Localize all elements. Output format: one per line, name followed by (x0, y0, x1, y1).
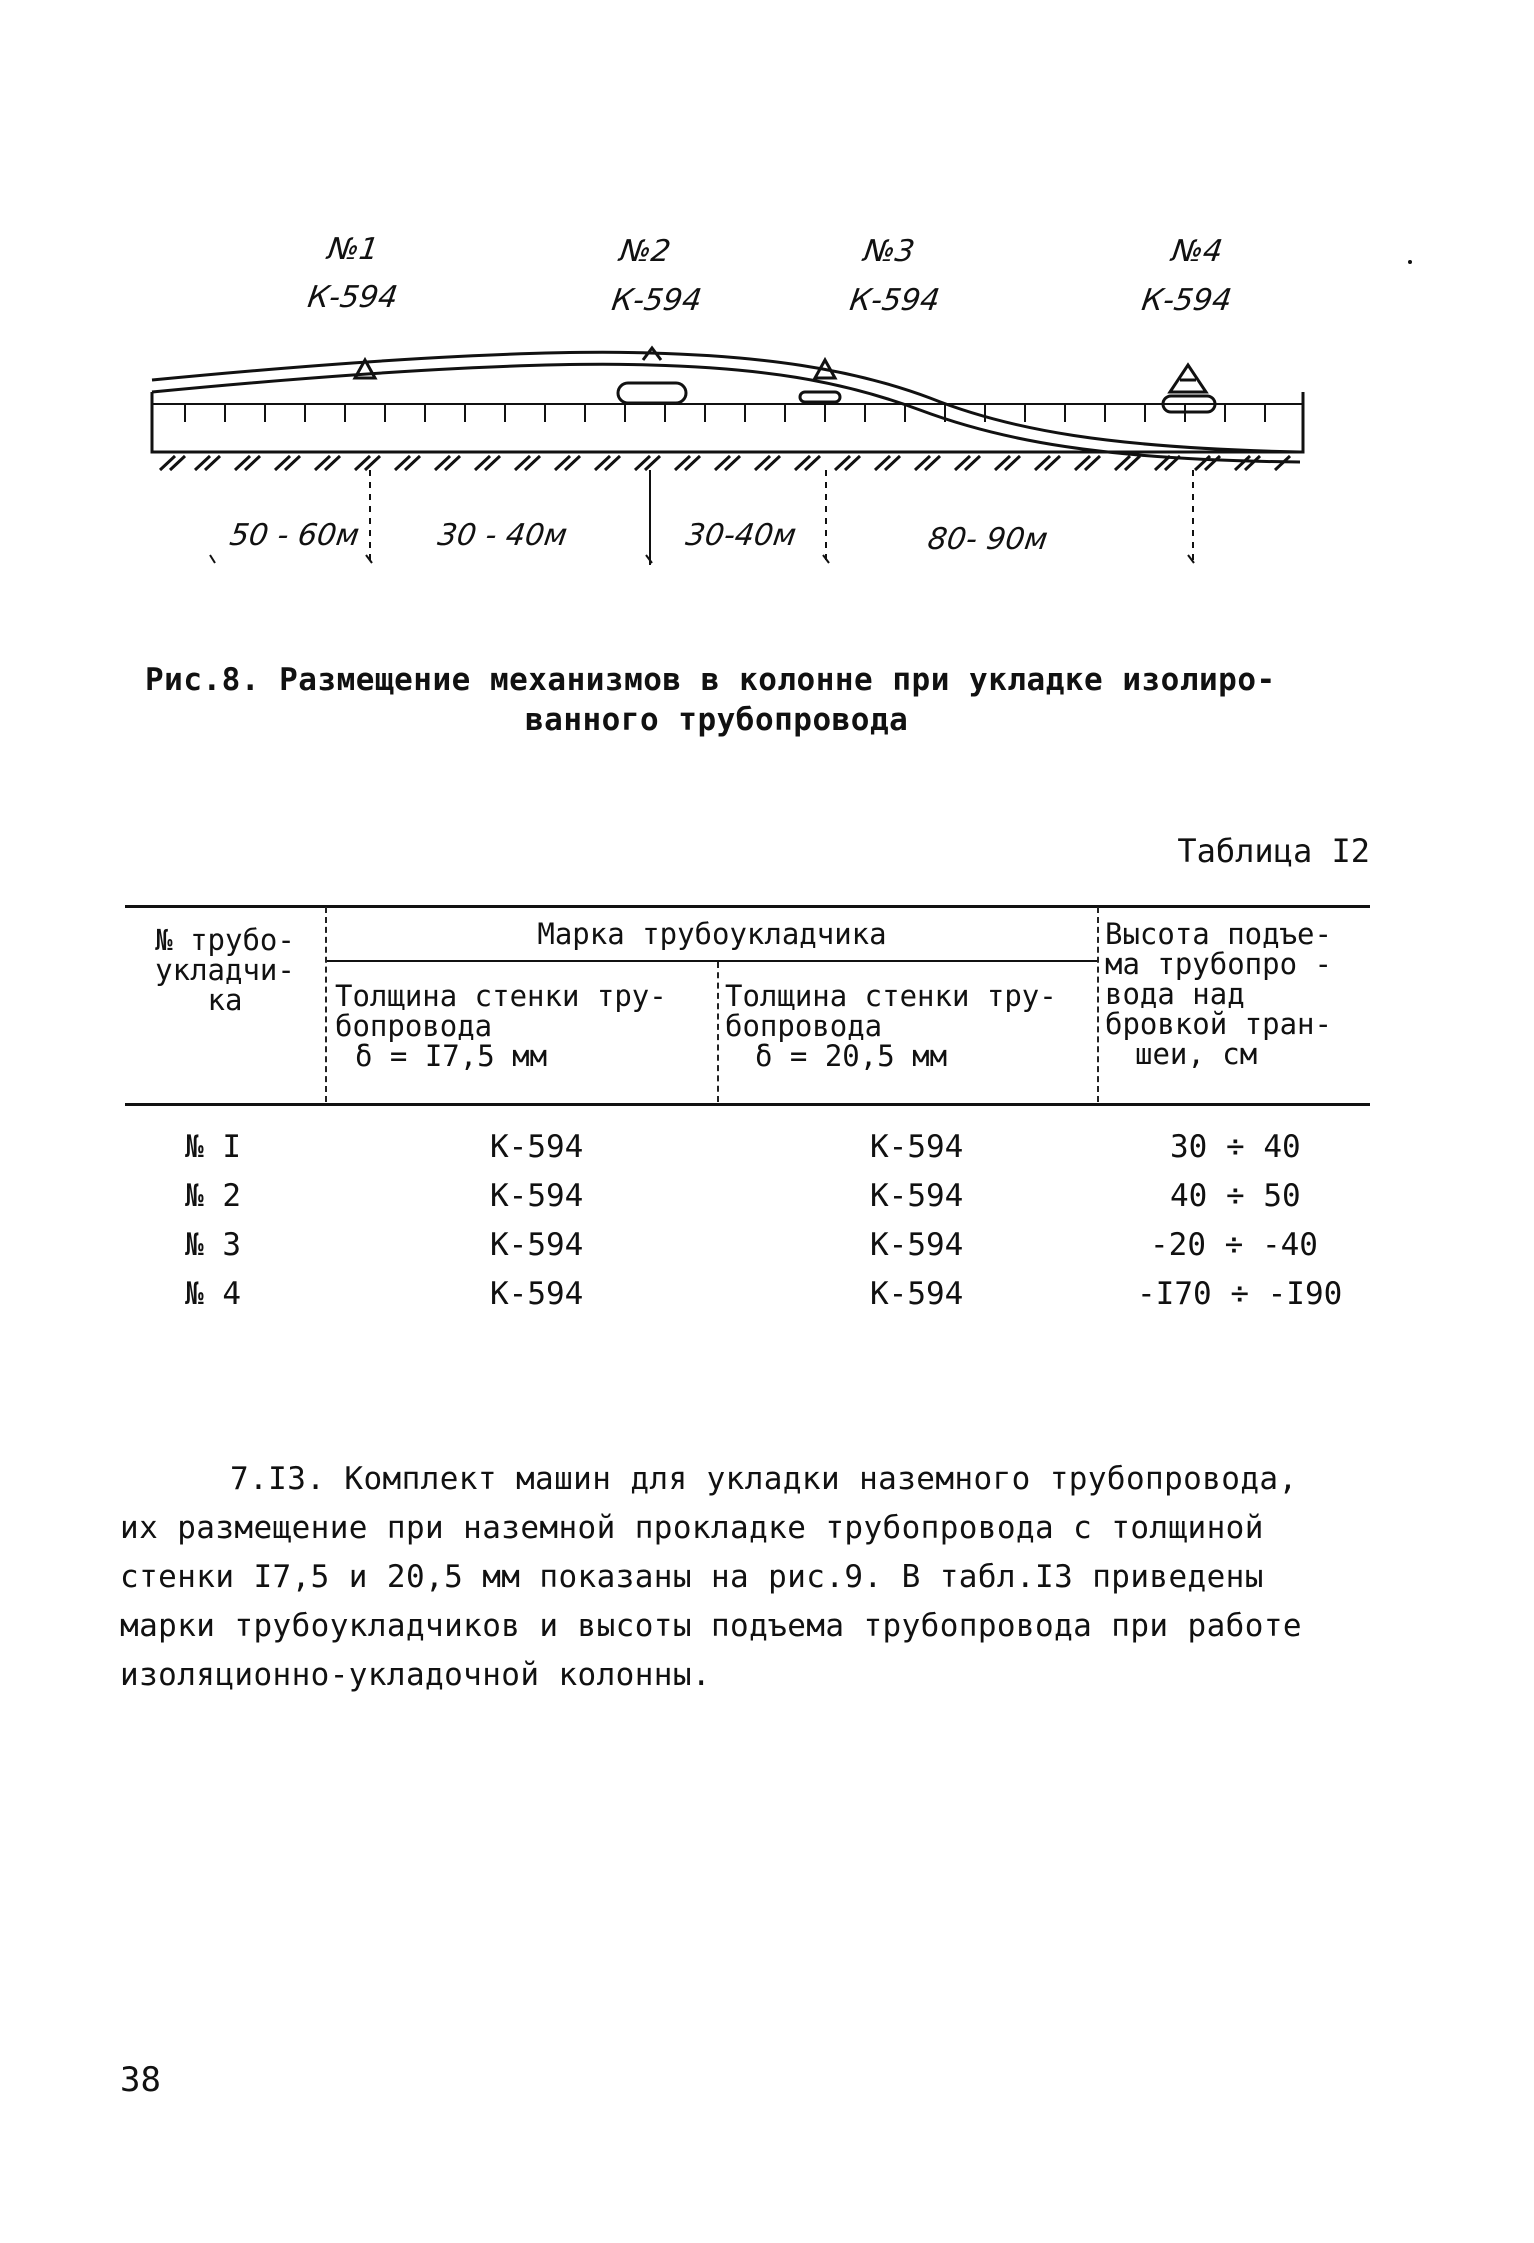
header-sub2-line-1: Толщина стенки тру- (725, 979, 1057, 1013)
page-number: 38 (120, 2060, 161, 2100)
pipelayer-table (125, 905, 1370, 1325)
header-brand-group: Марка трубоукладчика (537, 917, 887, 951)
paragraph-line-3: стенки I7,5 и 20,5 мм показаны на рис.9. В табл.I3 приведены (120, 1559, 1264, 1595)
row-2-brand-1: К-594 (490, 1178, 584, 1214)
distance-label-1: 50 - 60м (227, 518, 362, 553)
row-1-brand-2: К-594 (870, 1129, 964, 1165)
scan-dot (1408, 260, 1412, 264)
row-4-brand-2: К-594 (870, 1276, 964, 1312)
table-title: Таблица I2 (1177, 832, 1370, 870)
column-divider-2 (717, 962, 719, 1102)
section-paragraph-7-13 (120, 1455, 1380, 1700)
layer-number-3: №3 (861, 234, 917, 269)
paragraph-line-4: марки трубоукладчиков и высоты подъема трубопровода при работе (120, 1608, 1302, 1644)
distance-label-3: 30-40м (683, 518, 799, 553)
header-height-line-3: вода над (1105, 977, 1245, 1011)
header-height-line-4: бровкой тран- (1105, 1007, 1332, 1041)
paragraph-line-2: их размещение при наземной прокладке трубопровода с толщиной (120, 1510, 1264, 1546)
pipeline (152, 352, 1300, 462)
pipeline-column-figure (0, 0, 1534, 620)
header-height-line-5: шеи, см (1135, 1037, 1258, 1071)
layer-model-2: К-594 (609, 283, 704, 318)
row-3-brand-2: К-594 (870, 1227, 964, 1263)
row-4-brand-1: К-594 (490, 1276, 584, 1312)
row-2-height: 40 ÷ 50 (1170, 1178, 1301, 1214)
layer-number-2: №2 (617, 234, 673, 269)
row-1-height: 30 ÷ 40 (1170, 1129, 1301, 1165)
distance-label-2: 30 - 40м (435, 518, 570, 553)
header-bottom-rule (125, 1103, 1370, 1106)
header-height-line-2: ма трубопро - (1105, 947, 1332, 981)
figure-caption (145, 660, 1385, 740)
row-4-layer: № 4 (185, 1276, 241, 1312)
distance-label-4: 80- 90м (925, 522, 1050, 557)
group-header-rule (327, 960, 1097, 962)
header-sub1-line-3: δ = I7,5 мм (355, 1039, 548, 1073)
header-height-line-1: Высота подъе- (1105, 917, 1332, 951)
row-1-layer: № I (185, 1129, 241, 1165)
header-layer-line-1: № трубо- (155, 923, 295, 957)
table-top-rule (125, 905, 1370, 908)
layer-model-4: К-594 (1139, 283, 1234, 318)
row-4-height: -I70 ÷ -I90 (1137, 1276, 1343, 1312)
caption-line-2: ванного трубопровода (525, 702, 909, 738)
paragraph-line-1: 7.I3. Комплект машин для укладки наземного трубопровода, (230, 1461, 1298, 1497)
layer-number-4: №4 (1169, 234, 1225, 269)
header-layer-line-2: укладчи- (155, 953, 295, 987)
column-divider-3 (1097, 907, 1099, 1102)
pipelayer-marker-2 (618, 348, 686, 403)
layer-number-1: №1 (325, 232, 381, 267)
header-sub2-line-2: бопровода (725, 1009, 883, 1043)
layer-model-3: К-594 (847, 283, 942, 318)
layer-model-1: К-594 (305, 280, 400, 315)
ground-profile (152, 392, 1303, 470)
row-2-layer: № 2 (185, 1178, 241, 1214)
header-sub1-line-1: Толщина стенки тру- (335, 979, 667, 1013)
header-layer-line-3: ка (207, 983, 243, 1017)
caption-line-1: Рис.8. Размещение механизмов в колонне при укладке изолиро- (145, 662, 1276, 698)
row-3-brand-1: К-594 (490, 1227, 584, 1263)
row-3-layer: № 3 (185, 1227, 241, 1263)
row-3-height: -20 ÷ -40 (1150, 1227, 1318, 1263)
header-sub1-line-2: бопровода (335, 1009, 493, 1043)
header-sub2-line-3: δ = 20,5 мм (755, 1039, 948, 1073)
paragraph-line-5: изоляционно-укладочной колонны. (120, 1657, 711, 1693)
row-1-brand-1: К-594 (490, 1129, 584, 1165)
row-2-brand-2: К-594 (870, 1178, 964, 1214)
